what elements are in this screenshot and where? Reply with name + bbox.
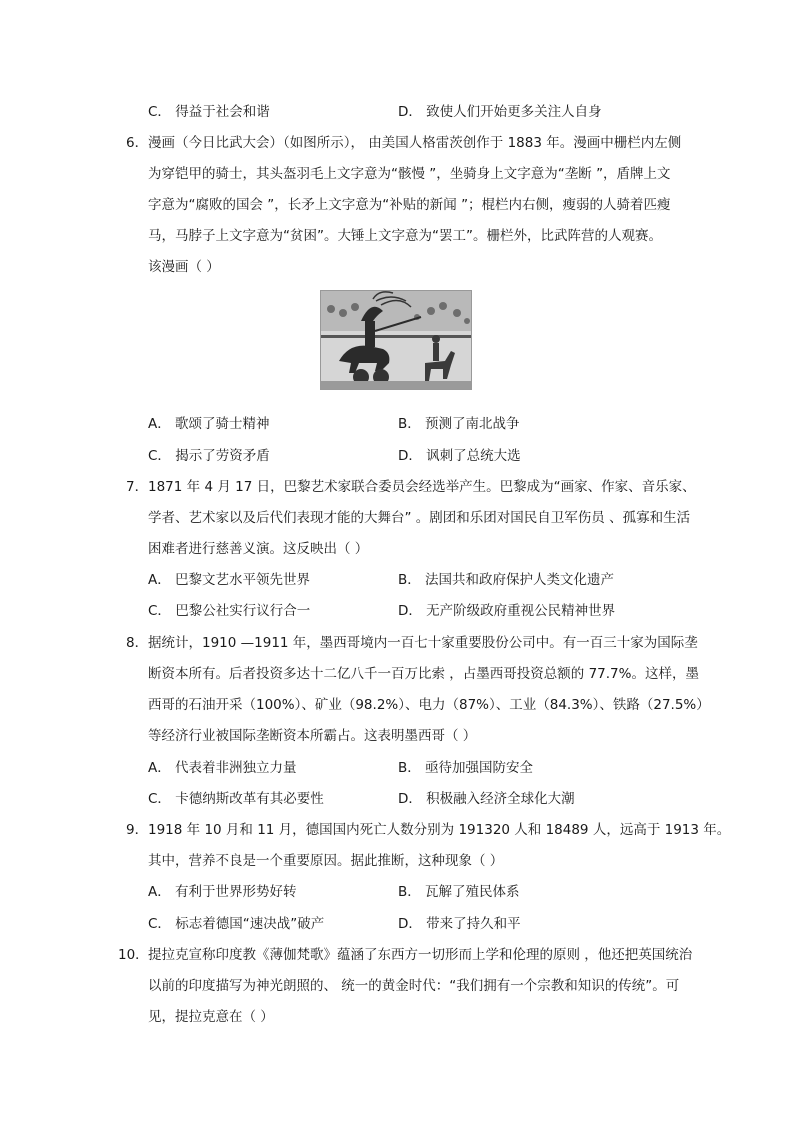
- q9-option-d: D． 带来了持久和平: [398, 916, 521, 932]
- q8-stem-line-1: 据统计，1910 —1911 年，墨西哥境内一百七十家重要股份公司中。有一百三十家为国际垄: [148, 635, 698, 651]
- q8-option-c: C． 卡德纳斯改革有其必要性: [148, 791, 324, 807]
- q9-number: 9．: [126, 822, 149, 838]
- q6-stem-line-5: 该漫画（ ）: [148, 259, 220, 275]
- q6-number: 6．: [126, 135, 149, 151]
- q7-option-d: D． 无产阶级政府重视公民精神世界: [398, 603, 616, 619]
- q8-option-b: B． 亟待加强国防安全: [398, 760, 534, 776]
- q8-stem-line-3: 西哥的石油开采（100%）、矿业（98.2%）、电力（87%）、工业（84.3%）、铁路（27.5%）: [148, 697, 710, 713]
- q10-stem-line-3: 见，提拉克意在（ ）: [148, 1009, 274, 1025]
- q6-stem-line-2: 为穿铠甲的骑士，其头盔羽毛上文字意为“骸慢 ”，坐骑身上文字意为“垄断 ”，盾牌上文: [148, 166, 671, 182]
- q9-option-b: B． 瓦解了殖民体系: [398, 884, 520, 900]
- q9-option-c: C． 标志着德国“速决战”破产: [148, 916, 325, 932]
- q7-option-c: C． 巴黎公社实行议行合一: [148, 603, 311, 619]
- q10-stem-line-2: 以前的印度描写为神光朗照的、 统一的黄金时代：“我们拥有一个宗教和知识的传统”。可: [148, 978, 680, 994]
- q8-stem-line-2: 断资本所有。后者投资多达十二亿八千一百万比索 ，占墨西哥投资总额的 77.7%。这样，墨: [148, 666, 699, 682]
- q7-stem-line-2: 学者、艺术家以及后代们表现才能的大舞台” 。剧团和乐团对国民自卫军伤员 、孤寡和生活: [148, 510, 691, 526]
- q6-option-c: C． 揭示了劳资矛盾: [148, 448, 270, 464]
- q5-option-c: C． 得益于社会和谐: [148, 104, 270, 120]
- q10-stem-line-1: 提拉克宣称印度教《薄伽梵歌》蕴涵了东西方一切形而上学和伦理的原则 ，他还把英国统治: [148, 947, 693, 963]
- q5-option-d: D． 致使人们开始更多关注人自身: [398, 104, 602, 120]
- q6-stem-line-3: 字意为“腐败的国会 ”，长矛上文字意为“补贴的新闻 ”；棍栏内右侧，瘦弱的人骑着匹瘦: [148, 197, 671, 213]
- q9-stem-line-1: 1918 年 10 月和 11 月，德国国内死亡人数分别为 191320 人和 18489 人，远高于 1913 年。: [148, 822, 731, 838]
- q6-option-d: D． 讽刺了总统大选: [398, 448, 521, 464]
- q6-option-a: A． 歌颂了骑士精神: [148, 416, 270, 432]
- q7-stem-line-1: 1871 年 4 月 17 日，巴黎艺术家联合委员会经选举产生。巴黎成为“画家、作家、音乐家、: [148, 479, 696, 495]
- q6-option-b: B． 预测了南北战争: [398, 416, 520, 432]
- q7-option-a: A． 巴黎文艺水平领先世界: [148, 572, 311, 588]
- q7-option-b: B． 法国共和政府保护人类文化遗产: [398, 572, 615, 588]
- q8-option-d: D． 积极融入经济全球化大潮: [398, 791, 575, 807]
- q10-number: 10．: [118, 947, 149, 963]
- q8-option-a: A． 代表着非洲独立力量: [148, 760, 297, 776]
- q9-stem-line-2: 其中，营养不良是一个重要原因。据此推断，这种现象（ ）: [148, 853, 504, 869]
- q7-stem-line-3: 困难者进行慈善义演。这反映出（ ）: [148, 541, 369, 557]
- q6-stem-line-4: 马，马脖子上文字意为“贫困”。大锤上文字意为“罢工”。栅栏外，比武阵营的人观赛。: [148, 228, 662, 244]
- q7-number: 7．: [126, 479, 149, 495]
- q8-stem-line-4: 等经济行业被国际垄断资本所霸占。这表明墨西哥（ ）: [148, 728, 477, 744]
- q9-option-a: A． 有利于世界形势好转: [148, 884, 297, 900]
- q6-stem-line-1: 漫画（今日比武大会）（如图所示）， 由美国人格雷茨创作于 1883 年。漫画中栅栏内左侧: [148, 135, 682, 151]
- q6-cartoon-image: [320, 290, 472, 390]
- q8-number: 8．: [126, 635, 149, 651]
